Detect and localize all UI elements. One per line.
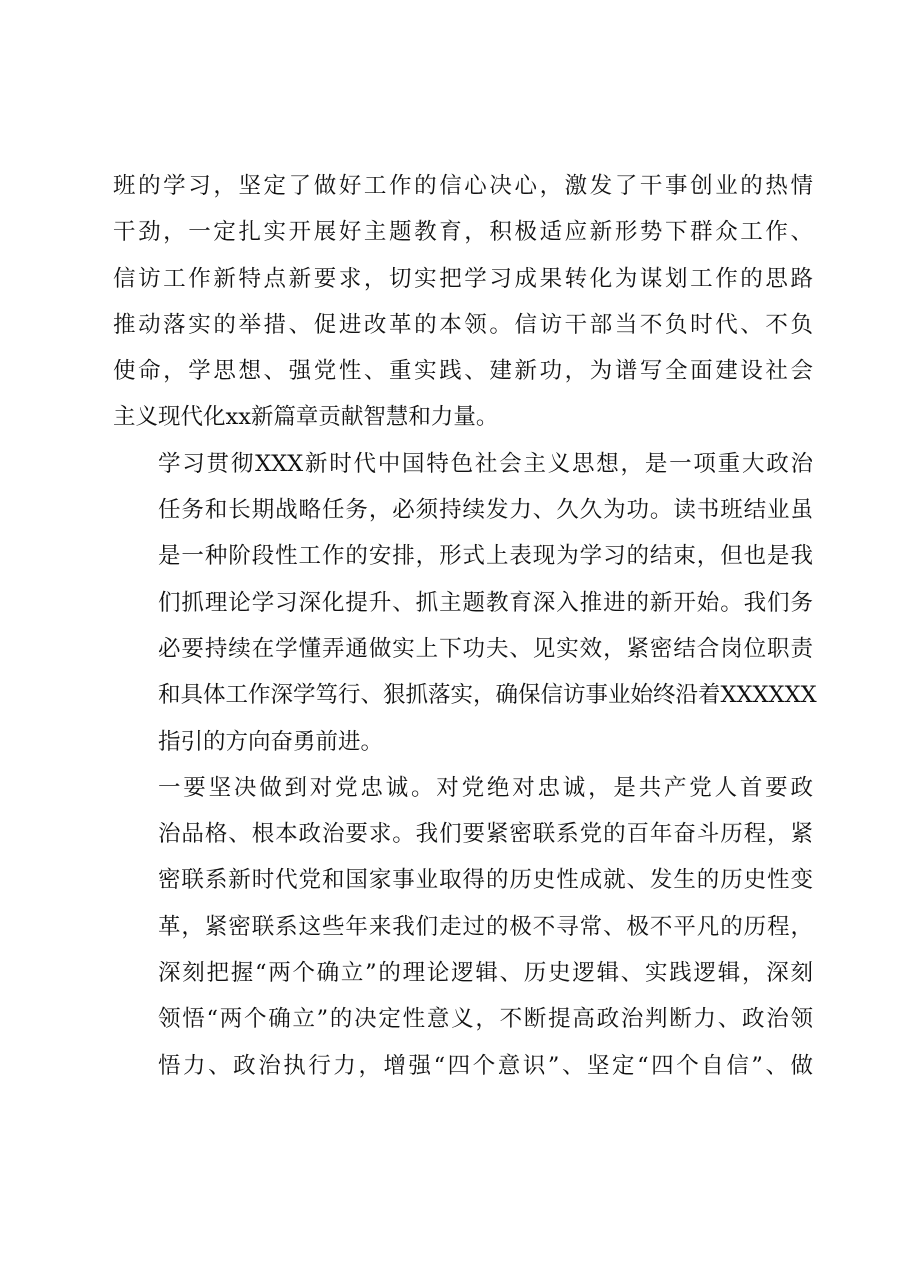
text-line: 主义现代化xx新篇章贡献智慧和力量。	[113, 404, 499, 431]
paragraph-2	[113, 441, 817, 765]
text-line: 干劲，一定扎实开展好主题教育，积极适应新形势下群众工作、	[113, 219, 813, 246]
text-line: 革，紧密联系这些年来我们走过的极不寻常、极不平凡的历程，	[158, 913, 813, 940]
text-line: 是一种阶段性工作的安排，形式上表现为学习的结束，但也是我	[158, 543, 813, 570]
text-line: 信访工作新特点新要求，切实把学习成果转化为谋划工作的思路	[113, 265, 813, 292]
paragraph-3	[113, 765, 813, 1089]
text-line: 深刻把握“两个确立”的理论逻辑、历史逻辑、实践逻辑，深刻	[158, 960, 813, 987]
paragraph-1	[113, 163, 813, 441]
text-line: 班的学习，坚定了做好工作的信心决心，激发了干事创业的热情	[113, 173, 813, 199]
text-line: 一要坚决做到对党忠诚。对党绝对忠诚，是共产党人首要政	[158, 774, 813, 801]
text-line: 推动落实的举措、促进改革的本领。信访干部当不负时代、不负	[113, 311, 813, 338]
text-line: 和具体工作深学笃行、狠抓落实，确保信访事业始终沿着XXXXXX	[158, 682, 817, 709]
text-line: 必要持续在学懂弄通做实上下功夫、见实效，紧密结合岗位职责	[158, 635, 813, 662]
text-line: 指引的方向奋勇前进。	[158, 728, 384, 755]
text-line: 密联系新时代党和国家事业取得的历史性成就、发生的历史性变	[158, 867, 813, 894]
text-line: 任务和长期战略任务，必须持续发力、久久为功。读书班结业虽	[158, 497, 813, 524]
text-line: 领悟“两个确立”的决定性意义，不断提高政治判断力、政治领	[158, 1006, 813, 1033]
document-body	[113, 163, 817, 1089]
text-line: 使命，学思想、强党性、重实践、建新功，为谱写全面建设社会	[113, 358, 813, 385]
text-line: 学习贯彻XXX新时代中国特色社会主义思想，是一项重大政治	[158, 450, 813, 477]
text-line: 悟力、政治执行力，增强“四个意识”、坚定“四个自信”、做	[158, 1052, 813, 1079]
text-line: 治品格、根本政治要求。我们要紧密联系党的百年奋斗历程，紧	[158, 821, 813, 848]
text-line: 们抓理论学习深化提升、抓主题教育深入推进的新开始。我们务	[158, 589, 813, 616]
